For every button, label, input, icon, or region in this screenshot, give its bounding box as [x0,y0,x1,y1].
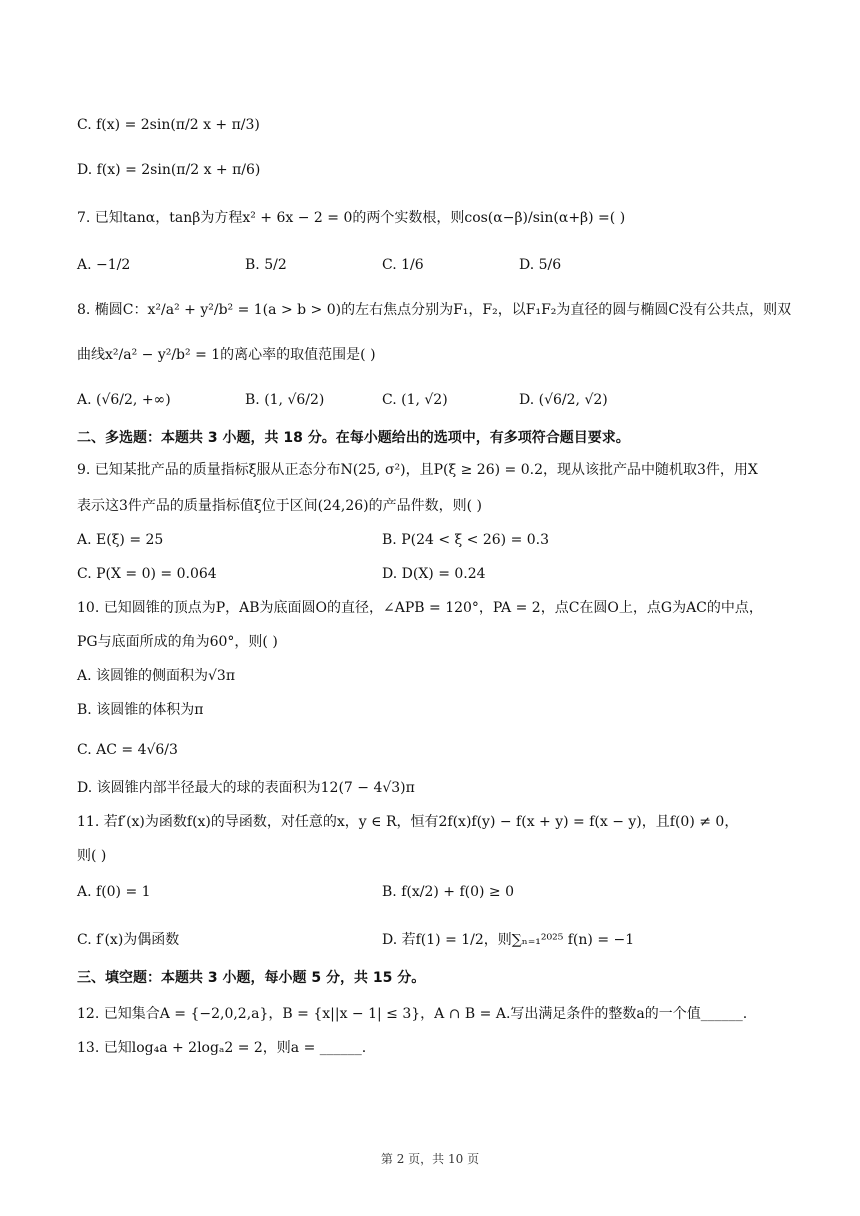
q8-option-a: A. (√6/2, +∞) [77,392,171,408]
section-2-heading: 二、多选题：本题共 3 小题，共 18 分。在每小题给出的选项中，有多项符合题目要求。 [77,430,630,446]
question-11-line1: 11. 若f′(x)为函数f(x)的导函数，对任意的x，y ∈ R，恒有2f(x)f(y) − f(x + y) = f(x − y)，且f(0) ≠ 0， [77,814,739,830]
q8-option-d: D. (√6/2, √2) [519,392,608,408]
question-9-line1: 9. 已知某批产品的质量指标ξ服从正态分布N(25, σ²)，且P(ξ ≥ 26) = 0.2，现从该批产品中随机取3件，用X [77,462,758,478]
question-8-line2: 曲线x²/a² − y²/b² = 1的离心率的取值范围是( ) [77,347,376,363]
q7-option-b: B. 5/2 [245,257,287,273]
option-d-line: D. f(x) = 2sin(π/2 x + π/6) [77,162,261,178]
question-7: 7. 已知tanα，tanβ为方程x² + 6x − 2 = 0的两个实数根，则cos(α−β)/sin(α+β) =( ) [77,210,626,226]
q9-option-d: D. D(X) = 0.24 [382,566,486,582]
q11-option-a: A. f(0) = 1 [77,884,151,900]
question-12: 12. 已知集合A = {−2,0,2,a}，B = {x||x − 1| ≤ 3}，A ∩ B = A.写出满足条件的整数a的一个值______. [77,1006,748,1022]
page-footer: 第 2 页，共 10 页 [380,1152,480,1166]
q8-option-c: C. (1, √2) [382,392,448,408]
section-3-heading: 三、填空题：本题共 3 小题，每小题 5 分，共 15 分。 [77,970,426,986]
q10-option-c: C. AC = 4√6/3 [77,742,178,758]
q10-option-b: B. 该圆锥的体积为π [77,702,204,718]
q9-option-b: B. P(24 < ξ < 26) = 0.3 [382,532,550,548]
q8-option-b: B. (1, √6/2) [245,392,325,408]
question-13: 13. 已知log₄a + 2logₐ2 = 2，则a = ______. [77,1040,367,1056]
q9-option-a: A. E(ξ) = 25 [77,532,164,548]
q11-option-b: B. f(x/2) + f(0) ≥ 0 [382,884,514,900]
question-9-line2: 表示这3件产品的质量指标值ξ位于区间(24,26)的产品件数，则( ) [77,498,482,514]
q10-option-d: D. 该圆锥内部半径最大的球的表面积为12(7 − 4√3)π [77,780,415,796]
question-10-line2: PG与底面所成的角为60°，则( ) [77,634,278,650]
q11-option-d: D. 若f(1) = 1/2，则∑ₙ₌₁²⁰²⁵ f(n) = −1 [382,932,635,948]
question-10-line1: 10. 已知圆锥的顶点为P，AB为底面圆O的直径，∠APB = 120°，PA = 2，点C在圆O上，点G为AC的中点， [77,600,763,616]
q7-option-c: C. 1/6 [382,257,424,273]
q11-option-c: C. f′(x)为偶函数 [77,932,180,948]
question-11-line2: 则( ) [77,848,107,864]
q9-option-c: C. P(X = 0) = 0.064 [77,566,217,582]
q10-option-a: A. 该圆锥的侧面积为√3π [77,668,236,684]
q7-option-d: D. 5/6 [519,257,562,273]
question-8-line1: 8. 椭圆C：x²/a² + y²/b² = 1(a > b > 0)的左右焦点分别为F₁，F₂，以F₁F₂为直径的圆与椭圆C没有公共点，则双 [77,302,792,318]
option-c-line: C. f(x) = 2sin(π/2 x + π/3) [77,117,260,133]
q7-option-a: A. −1/2 [77,257,131,273]
